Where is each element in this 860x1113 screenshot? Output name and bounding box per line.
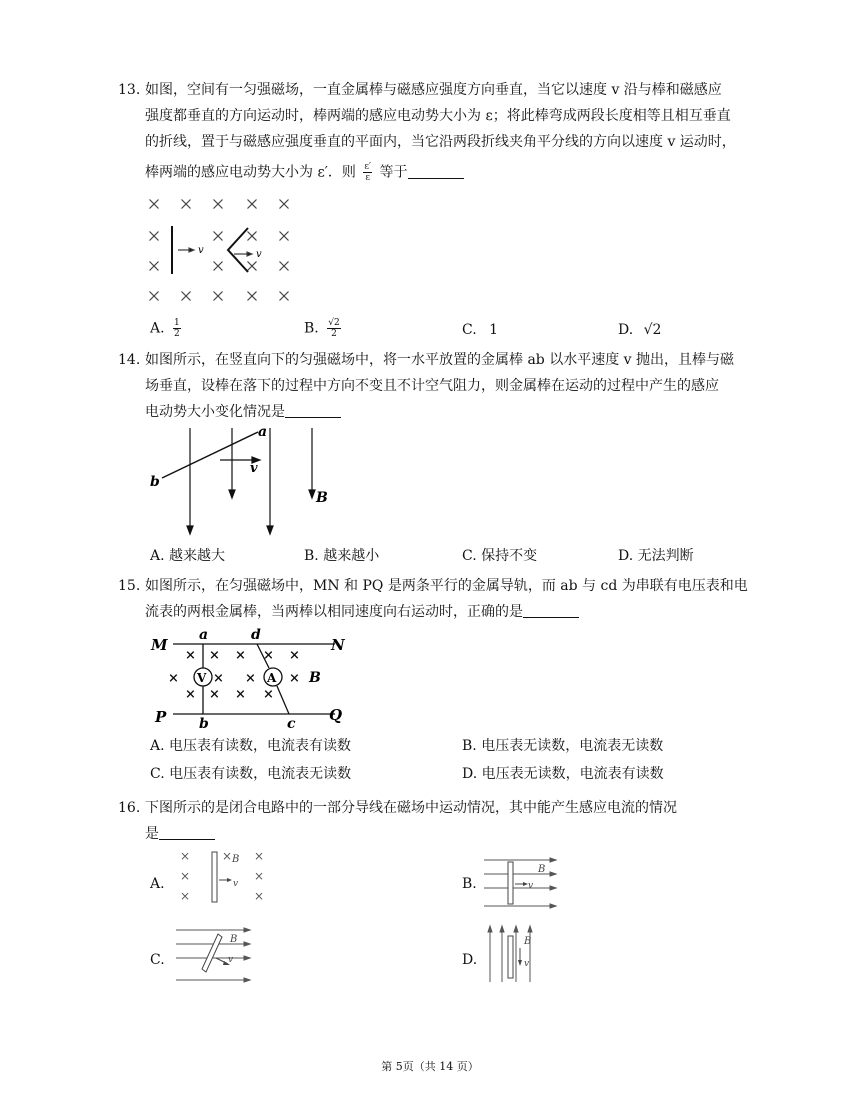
svg-text:×: × <box>254 869 265 883</box>
svg-text:×: × <box>263 648 274 663</box>
svg-text:v: v <box>524 959 530 969</box>
q15-option-c[interactable]: C. 电压表有读数，电流表无读数 <box>150 766 352 782</box>
svg-text:B: B <box>232 854 240 865</box>
q15-option-d[interactable]: D. 电压表无读数，电流表有读数 <box>462 766 664 782</box>
q16-figure-a <box>172 846 272 908</box>
q15-label-P: P <box>155 708 167 726</box>
q15-label-a: a <box>199 627 209 643</box>
q14-option-d[interactable]: D. 无法判断 <box>618 548 694 564</box>
q15-label-d: d <box>251 627 261 643</box>
page-footer: 第 5页（共 14 页） <box>381 1060 479 1073</box>
q13-figure <box>140 192 300 304</box>
q13-last-suffix: 等于 <box>379 164 408 181</box>
svg-text:×: × <box>209 687 220 702</box>
svg-text:v: v <box>233 879 239 889</box>
q15-option-b[interactable]: B. 电压表无读数，电流表无读数 <box>462 738 664 754</box>
answer-blank[interactable] <box>523 603 579 618</box>
svg-text:×: × <box>180 869 191 883</box>
q14-number: 14. <box>118 352 141 368</box>
q13-last-prefix: 棒两端的感应电动势大小为 ε′．则 <box>145 164 356 181</box>
q14-label-B: B <box>316 490 328 506</box>
q13-line-2: 强度都垂直的方向运动时，棒两端的感应电动势大小为 ε；将此棒弯成两段长度相等且相互垂直 <box>145 108 731 124</box>
q14-option-c[interactable]: C. 保持不变 <box>462 548 538 564</box>
q15-label-B: B <box>309 670 321 686</box>
q14-figure <box>140 420 340 540</box>
q15-voltmeter-label: V <box>197 671 207 685</box>
svg-text:×: × <box>289 671 300 686</box>
q13-number: 13. <box>118 82 141 98</box>
q13-line-4 <box>145 162 464 183</box>
q14-label-b: b <box>150 474 160 490</box>
svg-text:B: B <box>524 936 532 947</box>
q16-figure-b <box>480 854 560 912</box>
q15-ammeter-label: A <box>267 671 277 685</box>
svg-text:×: × <box>185 687 196 702</box>
svg-text:×: × <box>254 889 265 903</box>
q15-figure <box>145 624 355 732</box>
q14-label-v: v <box>250 461 258 476</box>
q15-line-2: 流表的两根金属棒，当两棒以相同速度向右运动时，正确的是 <box>145 602 579 622</box>
svg-text:B: B <box>230 934 238 945</box>
svg-text:v: v <box>528 881 534 891</box>
svg-text:×: × <box>180 849 191 863</box>
svg-text:×: × <box>289 648 300 663</box>
q16-line-2: 是 <box>145 824 215 844</box>
q13-frac-den: ε <box>365 173 371 183</box>
q16-figure-d <box>484 920 546 984</box>
q13-line-1: 如图，空间有一匀强磁场，一直金属棒与磁感应强度方向垂直，当它以速度 v 沿与棒和磁感应 <box>145 82 722 98</box>
svg-text:×: × <box>185 648 196 663</box>
svg-text:v: v <box>228 955 234 965</box>
answer-blank[interactable] <box>159 825 215 840</box>
svg-text:×: × <box>209 648 220 663</box>
svg-text:×: × <box>235 648 246 663</box>
svg-text:×: × <box>168 671 179 686</box>
q16-figure-c <box>170 924 256 986</box>
q14-option-a[interactable]: A. 越来越大 <box>150 548 226 564</box>
svg-text:×: × <box>245 671 256 686</box>
svg-text:×: × <box>213 671 224 686</box>
q16-number: 16. <box>118 800 141 816</box>
q13-fig-v1: v <box>198 245 204 256</box>
q15-line-1: 如图所示，在匀强磁场中，MN 和 PQ 是两条平行的金属导轨，而 ab 与 cd 为串联有电压表和电 <box>145 578 748 594</box>
svg-text:×: × <box>222 849 233 863</box>
q14-line-2: 场垂直，设棒在落下的过程中方向不变且不计空气阻力，则金属棒在运动的过程中产生的感应 <box>145 378 719 394</box>
q13-fig-v2: v <box>256 249 262 260</box>
answer-blank[interactable] <box>285 403 341 418</box>
q14-line-3: 电动势大小变化情况是 <box>145 402 341 422</box>
q16-option-b-label[interactable]: B. <box>462 876 477 892</box>
q13-option-b[interactable]: B. $\frac{√2}{2}$ <box>304 318 340 339</box>
q16-option-d-label[interactable]: D. <box>462 952 478 968</box>
svg-text:×: × <box>235 687 246 702</box>
q15-label-N: N <box>331 636 345 654</box>
q14-line-1: 如图所示，在竖直向下的匀强磁场中，将一水平放置的金属棒 ab 以水平速度 v 抛出，且棒与磁 <box>145 352 735 368</box>
q13-fraction <box>363 162 372 183</box>
q16-option-a-label[interactable]: A. <box>150 876 165 892</box>
q16-option-c-label[interactable]: C. <box>150 952 165 968</box>
svg-text:×: × <box>254 849 265 863</box>
svg-text:B: B <box>538 864 546 875</box>
q15-label-Q: Q <box>329 706 343 724</box>
q15-label-b: b <box>199 716 209 732</box>
q14-option-b[interactable]: B. 越来越小 <box>304 548 380 564</box>
q16-line-1: 下图所示的是闭合电路中的一部分导线在磁场中运动情况，其中能产生感应电流的情况 <box>145 800 677 816</box>
q14-label-a: a <box>258 424 268 440</box>
q15-option-a[interactable]: A. 电压表有读数，电流表有读数 <box>150 738 352 754</box>
svg-text:×: × <box>263 687 274 702</box>
q15-label-c: c <box>287 716 296 732</box>
q13-option-d[interactable]: D. √2 <box>618 322 662 338</box>
q13-line-3: 的折线，置于与磁感应强度垂直的平面内，当它沿两段折线夹角平分线的方向以速度 v 运动时， <box>145 134 736 150</box>
q13-option-a[interactable]: A. $\frac{1}{2}$ <box>150 318 180 339</box>
q15-number: 15. <box>118 578 141 594</box>
svg-text:×: × <box>180 889 191 903</box>
q15-label-M: M <box>151 636 168 654</box>
q13-option-c[interactable]: C. 1 <box>462 322 499 338</box>
answer-blank[interactable] <box>408 164 464 179</box>
q13-frac-num: ε′ <box>364 162 372 172</box>
